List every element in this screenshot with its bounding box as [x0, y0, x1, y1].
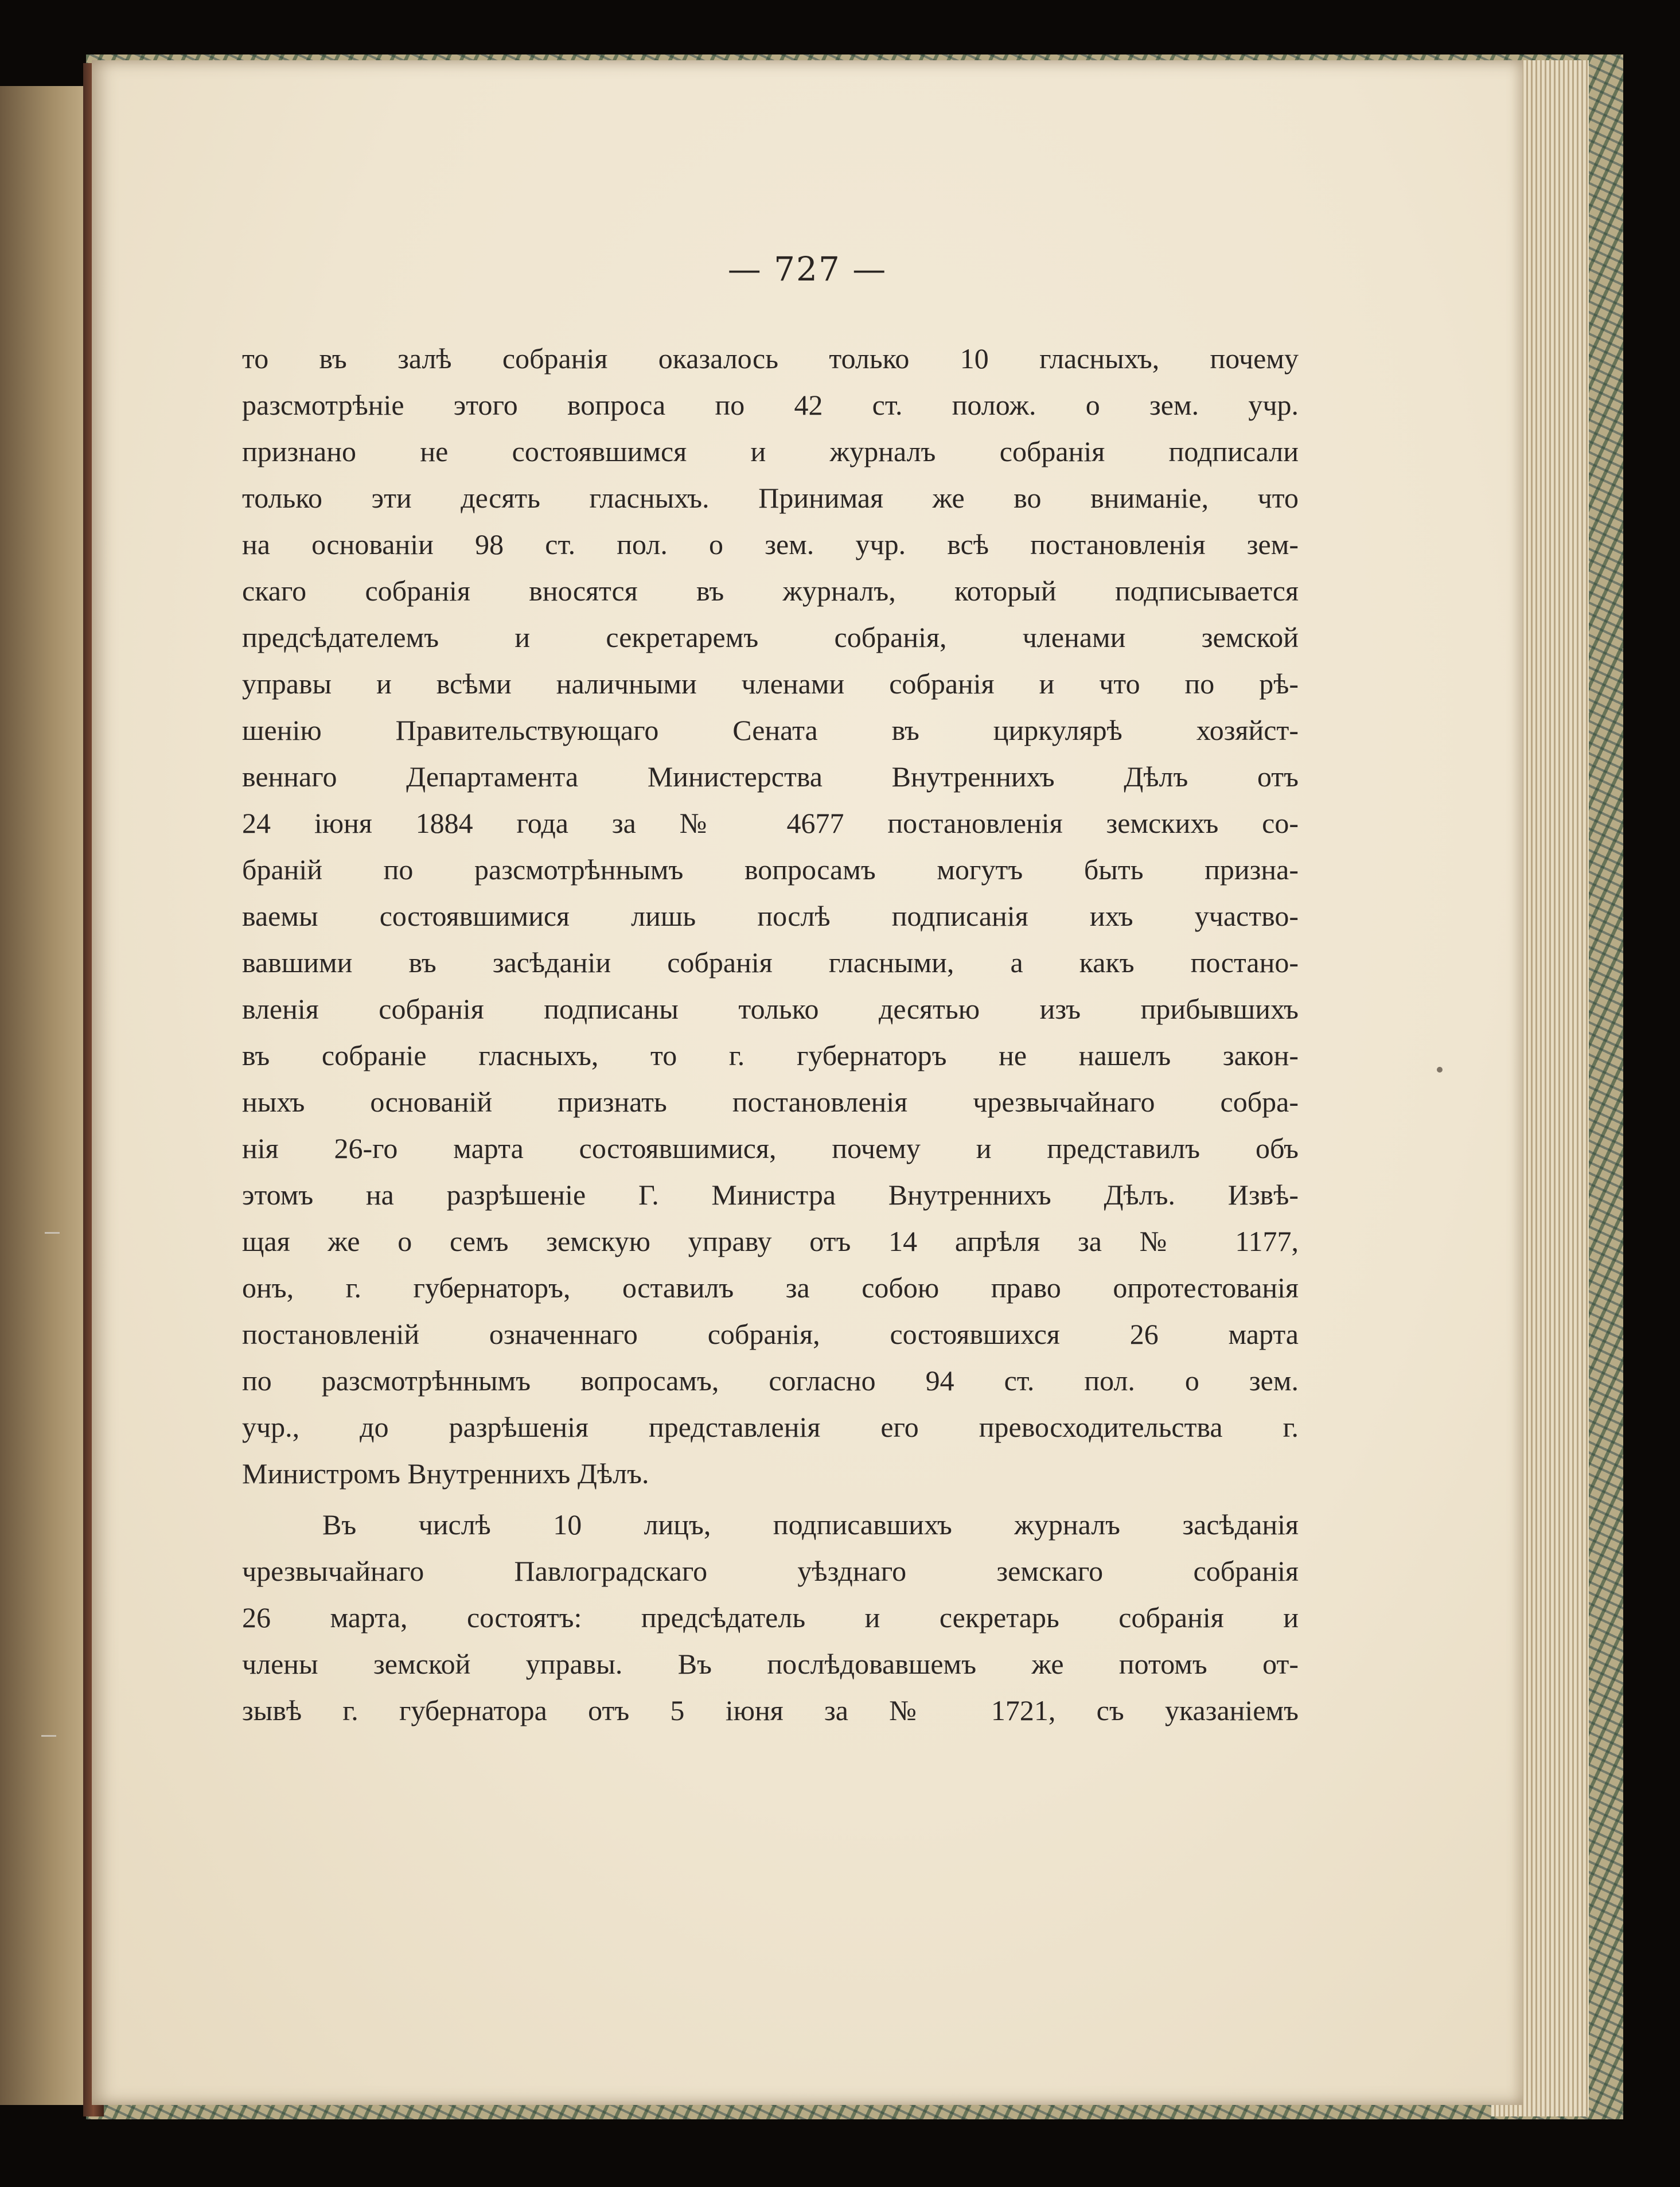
paragraph-1 — [242, 336, 1299, 1497]
text-line: щая же о семъ земскую управу отъ 14 апрѣля за № 1177, — [242, 1225, 1299, 1257]
text-line: нія 26-го марта состоявшимися, почему и представилъ объ — [242, 1132, 1299, 1164]
text-line: вавшими въ засѣданіи собранія гласными, а какъ постано- — [242, 946, 1299, 979]
body-text — [242, 336, 1299, 1734]
text-line: 26 марта, состоятъ: предсѣдатель и секретарь собранія и — [242, 1601, 1299, 1634]
text-line: зывѣ г. губернатора отъ 5 іюня за № 1721, съ указаніемъ — [242, 1694, 1299, 1726]
text-line: разсмотрѣніе этого вопроса по 42 ст. полож. о зем. учр. — [242, 389, 1299, 421]
paragraph-2 — [242, 1502, 1299, 1734]
margin-tick-mark — [45, 1232, 60, 1234]
text-line: веннаго Департамента Министерства Внутреннихъ Дѣлъ отъ — [242, 761, 1299, 793]
text-line: по разсмотрѣннымъ вопросамъ, согласно 94 ст. пол. о зем. — [242, 1365, 1299, 1397]
text-line: Министромъ Внутреннихъ Дѣлъ. — [242, 1457, 649, 1490]
text-line: только эти десять гласныхъ. Принимая же во вниманіе, что — [242, 482, 1299, 514]
text-line: скаго собранія вносятся въ журналъ, который подписывается — [242, 575, 1299, 607]
text-line: на основаніи 98 ст. пол. о зем. учр. всѣ постановленія зем- — [242, 528, 1299, 560]
text-line: члены земской управы. Въ послѣдовавшемъ же потомъ от- — [242, 1648, 1299, 1680]
page-number: — 727 — — [727, 250, 887, 289]
book-page — [92, 60, 1523, 2105]
text-line: въ собраніе гласныхъ, то г. губернаторъ не нашелъ закон- — [242, 1039, 1299, 1071]
text-line: этомъ на разрѣшеніе Г. Министра Внутреннихъ Дѣлъ. Извѣ- — [242, 1179, 1299, 1211]
margin-tick-mark — [41, 1735, 56, 1737]
text-line: то въ залѣ собранія оказалось только 10 гласныхъ, почему — [242, 342, 1299, 375]
text-line: вленія собранія подписаны только десятью изъ прибывшихъ — [242, 993, 1299, 1025]
text-line: онъ, г. губернаторъ, оставилъ за собою право опротестованія — [242, 1272, 1299, 1304]
text-line: Въ числѣ 10 лицъ, подписавшихъ журналъ засѣданія — [322, 1508, 1299, 1541]
text-line: ваемы состоявшимися лишь послѣ подписанія ихъ участво- — [242, 900, 1299, 932]
text-line: учр., до разрѣшенія представленія его превосходительства г. — [242, 1411, 1299, 1443]
paragraph-gap — [242, 1497, 1299, 1502]
text-line: постановленій означеннаго собранія, состоявшихся 26 марта — [242, 1318, 1299, 1350]
text-line: шенію Правительствующаго Сената въ циркулярѣ хозяйст- — [242, 714, 1299, 746]
text-line: браній по разсмотрѣннымъ вопросамъ могутъ быть призна- — [242, 853, 1299, 886]
text-line: управы и всѣми наличными членами собранія и что по рѣ- — [242, 668, 1299, 700]
paper-spot — [1437, 1067, 1443, 1073]
text-line: признано не состоявшимся и журналъ собранія подписали — [242, 435, 1299, 467]
text-line: 24 іюня 1884 года за № 4677 постановленія земскихъ со- — [242, 807, 1299, 839]
text-line: ныхъ основаній признать постановленія чрезвычайнаго собра- — [242, 1086, 1299, 1118]
text-line: чрезвычайнаго Павлоградскаго уѣзднаго земскаго собранія — [242, 1555, 1299, 1587]
text-line: предсѣдателемъ и секретаремъ собранія, членами земской — [242, 621, 1299, 653]
